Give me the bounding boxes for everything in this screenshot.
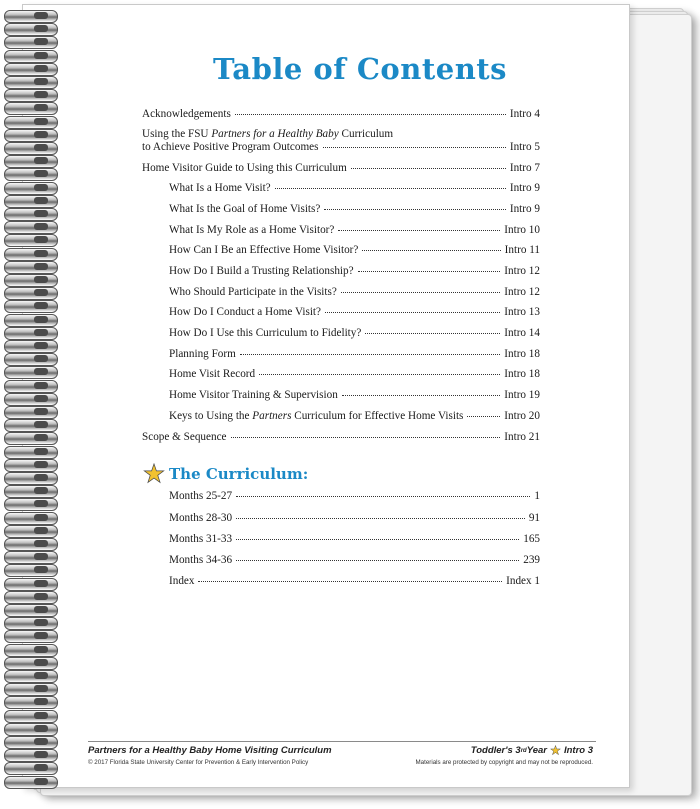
- toc-entry[interactable]: [142, 128, 540, 140]
- spiral-coil: [4, 221, 60, 234]
- spiral-coil: [4, 644, 60, 657]
- leader-dots: [259, 373, 500, 375]
- toc-label: Acknowledgements: [142, 108, 231, 120]
- toc-page: Intro 21: [504, 431, 540, 443]
- spiral-coil: [4, 195, 60, 208]
- toc-label: Months 34-36: [169, 554, 233, 566]
- toc-label: How Can I Be an Effective Home Visitor?: [169, 244, 359, 256]
- leader-dots: [358, 270, 501, 272]
- toc-entry[interactable]: [169, 244, 540, 256]
- leader-dots: [362, 249, 500, 251]
- toc-label: Months 31-33: [169, 533, 233, 545]
- leader-dots: [275, 187, 506, 189]
- leader-dots: [338, 229, 500, 231]
- toc-entry[interactable]: [169, 306, 540, 318]
- spiral-coil: [4, 393, 60, 406]
- toc-label: Home Visitor Guide to Using this Curriculum: [142, 162, 347, 174]
- spiral-coil: [4, 564, 60, 577]
- spiral-coil: [4, 723, 60, 736]
- footer-page-number: Intro 3: [563, 745, 593, 756]
- spiral-coil: [4, 327, 60, 340]
- toc-label: What Is My Role as a Home Visitor?: [169, 224, 335, 236]
- spiral-coil: [4, 459, 60, 472]
- spiral-coil: [4, 604, 60, 617]
- spiral-coil: [4, 208, 60, 221]
- spiral-coil: [4, 525, 60, 538]
- toc-page: Intro 10: [504, 224, 540, 236]
- curriculum-entry[interactable]: [169, 575, 540, 587]
- toc-page: Intro 18: [504, 348, 540, 360]
- toc-entry[interactable]: [142, 431, 540, 443]
- toc-label: How Do I Conduct a Home Visit?: [169, 306, 321, 318]
- toc-label: to Achieve Positive Program Outcomes: [142, 141, 319, 153]
- toc-page: Intro 13: [504, 306, 540, 318]
- toc-entry[interactable]: [142, 108, 540, 120]
- toc-label: Keys to Using the Partners Curriculum for Effective Home Visits: [169, 410, 464, 422]
- toc-label: Home Visit Record: [169, 368, 256, 380]
- leader-dots: [198, 580, 502, 582]
- footer-copyright: © 2017 Florida State University Center for Prevention & Early Intervention Policy: [88, 759, 309, 766]
- page-title: Table of Contents: [212, 52, 507, 86]
- spiral-coil: [4, 512, 60, 525]
- footer-curriculum-title: Partners for a Healthy Baby Home Visiting Curriculum: [88, 745, 332, 756]
- footer-page-label: [471, 745, 593, 756]
- spiral-coil: [4, 102, 60, 115]
- toc-page: Intro 9: [509, 203, 540, 215]
- spiral-coil: [4, 353, 60, 366]
- spiral-coil: [4, 287, 60, 300]
- spiral-coil: [4, 261, 60, 274]
- spiral-coil: [4, 36, 60, 49]
- spiral-binding: [0, 10, 60, 790]
- spiral-coil: [4, 406, 60, 419]
- spiral-coil: [4, 696, 60, 709]
- toc-label: What Is a Home Visit?: [169, 182, 271, 194]
- spiral-coil: [4, 591, 60, 604]
- toc-entry[interactable]: [169, 182, 540, 194]
- leader-dots: [323, 146, 506, 148]
- toc-entry[interactable]: [169, 410, 540, 422]
- spiral-coil: [4, 683, 60, 696]
- spiral-coil: [4, 129, 60, 142]
- toc-entry[interactable]: [169, 203, 540, 215]
- toc-page: 239: [523, 554, 540, 566]
- spiral-coil: [4, 340, 60, 353]
- curriculum-title: The Curriculum:: [169, 465, 309, 483]
- curriculum-heading: [143, 463, 308, 485]
- toc-page: Intro 4: [509, 108, 540, 120]
- toc-entry[interactable]: [169, 265, 540, 277]
- leader-dots: [236, 495, 530, 497]
- toc-label: Months 25-27: [169, 490, 233, 502]
- spiral-coil: [4, 498, 60, 511]
- spiral-coil: [4, 485, 60, 498]
- star-icon: [550, 745, 561, 756]
- spiral-coil: [4, 89, 60, 102]
- spiral-coil: [4, 63, 60, 76]
- toc-page: Intro 12: [504, 265, 540, 277]
- star-icon: [143, 463, 165, 485]
- toc-entry[interactable]: [169, 327, 540, 339]
- curriculum-entry[interactable]: [169, 512, 540, 524]
- footer-divider: [88, 741, 596, 742]
- leader-dots: [351, 167, 506, 169]
- spiral-coil: [4, 710, 60, 723]
- spiral-coil: [4, 234, 60, 247]
- spiral-coil: [4, 314, 60, 327]
- curriculum-entry[interactable]: [169, 533, 540, 545]
- leader-dots: [240, 353, 500, 355]
- toc-page: Intro 18: [504, 368, 540, 380]
- toc-entry-continued[interactable]: [142, 141, 540, 153]
- leader-dots: [235, 113, 506, 115]
- toc-entry[interactable]: [169, 389, 540, 401]
- leader-dots: [467, 415, 500, 417]
- spiral-coil: [4, 366, 60, 379]
- leader-dots: [231, 436, 501, 438]
- spiral-coil: [4, 657, 60, 670]
- toc-page: Intro 14: [504, 327, 540, 339]
- spiral-coil: [4, 578, 60, 591]
- leader-dots: [236, 517, 525, 519]
- toc-entry[interactable]: [169, 286, 540, 298]
- spiral-coil: [4, 670, 60, 683]
- spiral-coil: [4, 50, 60, 63]
- toc-label: Home Visitor Training & Supervision: [169, 389, 338, 401]
- spiral-coil: [4, 182, 60, 195]
- leader-dots: [324, 208, 505, 210]
- toc-entry[interactable]: [169, 224, 540, 236]
- toc-page: 91: [528, 512, 540, 524]
- spiral-coil: [4, 23, 60, 36]
- toc-label: How Do I Build a Trusting Relationship?: [169, 265, 354, 277]
- footer-rights: Materials are protected by copyright and may not be reproduced.: [415, 759, 593, 766]
- spiral-coil: [4, 168, 60, 181]
- toc-page: Intro 11: [504, 244, 540, 256]
- spiral-coil: [4, 116, 60, 129]
- toc-page: 1: [534, 490, 540, 502]
- toc-label: Using the FSU Partners for a Healthy Baby Curriculum: [142, 128, 394, 140]
- toc-label: Months 28-30: [169, 512, 233, 524]
- curriculum-entry[interactable]: [169, 490, 540, 502]
- spiral-coil: [4, 155, 60, 168]
- toc-page: Intro 19: [504, 389, 540, 401]
- toc-label: Scope & Sequence: [142, 431, 227, 443]
- footer-year-suffix: Year: [526, 745, 547, 756]
- toc-entry[interactable]: [169, 348, 540, 360]
- footer-year-label: Toddler's 3: [470, 745, 521, 756]
- curriculum-entry[interactable]: [169, 554, 540, 566]
- toc-page: Intro 12: [504, 286, 540, 298]
- spiral-coil: [4, 248, 60, 261]
- leader-dots: [325, 311, 500, 313]
- spiral-coil: [4, 617, 60, 630]
- toc-entry[interactable]: [142, 162, 540, 174]
- toc-label: Who Should Participate in the Visits?: [169, 286, 337, 298]
- footer-year-sup: rd: [520, 747, 527, 754]
- spiral-coil: [4, 432, 60, 445]
- spiral-coil: [4, 472, 60, 485]
- leader-dots: [365, 332, 500, 334]
- spiral-coil: [4, 274, 60, 287]
- toc-page: 165: [523, 533, 540, 545]
- leader-dots: [236, 559, 519, 561]
- toc-page: Intro 9: [509, 182, 540, 194]
- leader-dots: [236, 538, 519, 540]
- toc-entry[interactable]: [169, 368, 540, 380]
- toc-page: Intro 5: [509, 141, 540, 153]
- toc-page: Intro 20: [504, 410, 540, 422]
- toc-label: How Do I Use this Curriculum to Fidelity?: [169, 327, 362, 339]
- spiral-coil: [4, 776, 60, 789]
- toc-label: Index: [169, 575, 195, 587]
- spiral-coil: [4, 142, 60, 155]
- spiral-coil: [4, 380, 60, 393]
- toc-page: Index 1: [506, 575, 540, 587]
- spiral-coil: [4, 300, 60, 313]
- spiral-coil: [4, 736, 60, 749]
- spiral-coil: [4, 76, 60, 89]
- spiral-coil: [4, 630, 60, 643]
- spiral-coil: [4, 10, 60, 23]
- leader-dots: [342, 394, 500, 396]
- toc-page: Intro 7: [509, 162, 540, 174]
- leader-dots: [341, 291, 500, 293]
- spiral-coil: [4, 419, 60, 432]
- toc-label: Planning Form: [169, 348, 236, 360]
- spiral-coil: [4, 538, 60, 551]
- spiral-coil: [4, 762, 60, 775]
- spiral-coil: [4, 446, 60, 459]
- spiral-coil: [4, 749, 60, 762]
- toc-label: What Is the Goal of Home Visits?: [169, 203, 321, 215]
- spiral-coil: [4, 551, 60, 564]
